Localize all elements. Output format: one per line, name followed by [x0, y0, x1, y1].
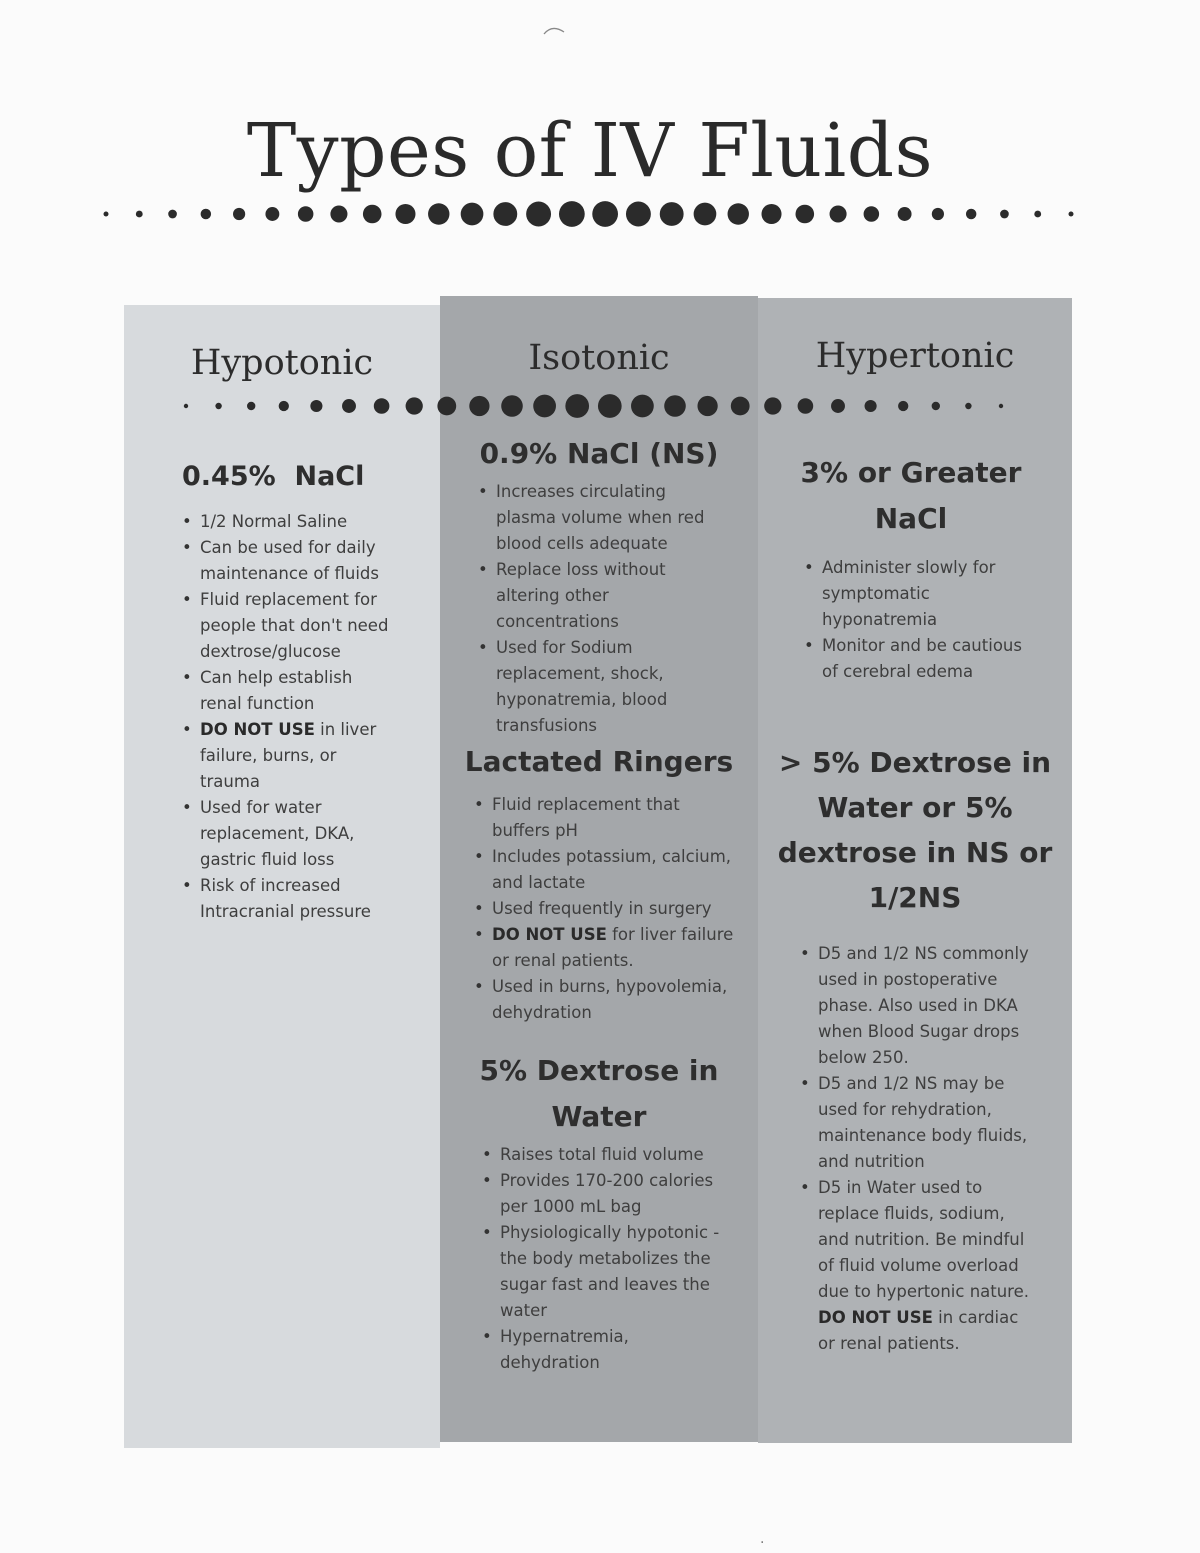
- hypertonic-column: [758, 298, 1072, 1443]
- divider-dot: [437, 397, 456, 416]
- divider-dot: [428, 203, 449, 224]
- hypertonic-dextrose-list: [798, 941, 1038, 1357]
- do-not-use-warning: DO NOT USE: [200, 720, 315, 739]
- divider-dot: [565, 394, 589, 418]
- divider-dot: [598, 394, 622, 418]
- divider-dot: [865, 400, 877, 412]
- bullet-text: Administer slowly for symptomatic hyponatremia: [822, 558, 996, 629]
- bullet-item: [180, 535, 392, 587]
- divider-dot: [184, 404, 188, 408]
- bullet-text: Hypernatremia, dehydration: [500, 1327, 629, 1372]
- divider-dot: [469, 396, 489, 416]
- bullet-item: [480, 1220, 730, 1324]
- do-not-use-warning: DO NOT USE: [818, 1308, 933, 1327]
- bullet-item: [180, 795, 392, 873]
- bullet-item: [798, 1071, 1038, 1175]
- divider-dot: [136, 211, 143, 218]
- divider-dot: [761, 204, 781, 224]
- bullet-item: [180, 717, 392, 795]
- bullet-text: Can be used for daily maintenance of fluids: [200, 538, 379, 583]
- scan-speck: ·: [760, 1535, 765, 1551]
- divider-dot: [265, 207, 279, 221]
- divider-dot: [533, 395, 556, 418]
- divider-dot: [298, 206, 314, 222]
- divider-dot: [694, 203, 717, 226]
- bullet-text: Provides 170-200 calories per 1000 mL bag: [500, 1171, 714, 1216]
- bullet-text: Fluid replacement that buffers pH: [492, 795, 680, 840]
- isotonic-0.9-nacl-title: 0.9% NaCl (NS): [479, 437, 719, 470]
- bullet-text: D5 and 1/2 NS commonly used in postoperative phase. Also used in DKA when Blood Sugar drops below 250.: [818, 944, 1029, 1067]
- divider-dot: [728, 203, 749, 224]
- divider-dot: [363, 205, 382, 224]
- divider-dot: [406, 397, 423, 414]
- lactated-ringers-title: Lactated Ringers: [464, 745, 734, 778]
- bullet-text: Used for water replacement, DKA, gastric fluid loss: [200, 798, 355, 869]
- bullet-item: [180, 665, 392, 717]
- divider-dot: [795, 205, 814, 224]
- divider-dot: [731, 397, 750, 416]
- bullet-item: [472, 844, 734, 896]
- divider-dot: [592, 201, 618, 227]
- bullet-text: D5 and 1/2 NS may be used for rehydration, maintenance body fluids, and nutrition: [818, 1074, 1028, 1171]
- bullet-item: [476, 557, 726, 635]
- bullet-item: [180, 587, 392, 665]
- bullet-text: in liver failure, burns, or trauma: [200, 720, 377, 791]
- bullet-text: Raises total fluid volume: [500, 1145, 704, 1164]
- divider-dot: [247, 402, 255, 410]
- bullet-text: for liver failure or renal patients.: [492, 925, 734, 970]
- bullet-item: [480, 1168, 730, 1220]
- divider-dot: [932, 402, 940, 410]
- divider-dot: [1069, 212, 1074, 217]
- divider-dot: [461, 203, 484, 226]
- bullet-text: Used in burns, hypovolemia, dehydration: [492, 977, 728, 1022]
- divider-dot: [215, 403, 221, 409]
- bullet-item: [480, 1324, 730, 1376]
- bullet-text: Fluid replacement for people that don't need dextrose/glucose: [200, 590, 389, 661]
- divider-dot: [1034, 211, 1041, 218]
- divider-dot: [168, 210, 177, 219]
- divider-dot: [966, 209, 976, 219]
- bullet-item: [798, 1175, 1038, 1357]
- divider-dot: [898, 207, 912, 221]
- bullet-item: [802, 555, 1032, 633]
- divider-dot: [395, 204, 415, 224]
- divider-dot: [233, 208, 245, 220]
- isotonic-column: [440, 296, 758, 1442]
- dextrose-5-water-title: 5% Dextrose in Water: [479, 1054, 719, 1133]
- bullet-text: Monitor and be cautious of cerebral edema: [822, 636, 1022, 681]
- bullet-text: Physiologically hypotonic - the body metabolizes the sugar fast and leaves the water: [500, 1223, 720, 1320]
- hypotonic-column: [124, 305, 440, 1448]
- divider-dot: [697, 396, 717, 416]
- divider-dot: [1000, 210, 1009, 219]
- bullet-item: [480, 1142, 730, 1168]
- divider-dot: [626, 202, 651, 227]
- bullet-text: Can help establish renal function: [200, 668, 353, 713]
- hypertonic-3-nacl-title: 3% or Greater NaCl: [800, 456, 1022, 535]
- dextrose-5-water-list: [480, 1142, 730, 1376]
- bullet-text: Risk of increased Intracranial pressure: [200, 876, 371, 921]
- hypotonic-heading: Hypotonic: [190, 343, 374, 383]
- bullet-item: [476, 479, 726, 557]
- hypotonic-0.45-nacl-list: [180, 509, 392, 925]
- divider-dot: [660, 202, 684, 226]
- divider-dot: [493, 202, 517, 226]
- column-dot-divider: [180, 388, 1010, 424]
- divider-dot: [965, 403, 971, 409]
- divider-dot: [830, 205, 847, 222]
- isotonic-heading: Isotonic: [528, 338, 670, 378]
- bullet-item: [180, 873, 392, 925]
- bullet-item: [472, 974, 734, 1026]
- divider-dot: [342, 399, 356, 413]
- title-dot-divider: [100, 196, 1080, 236]
- divider-dot: [898, 401, 908, 411]
- divider-dot: [864, 206, 880, 222]
- bullet-text: in cardiac or renal patients.: [818, 1308, 1019, 1353]
- bullet-text: Replace loss without altering other concentrations: [496, 560, 666, 631]
- divider-dot: [526, 202, 551, 227]
- do-not-use-warning: DO NOT USE: [492, 925, 607, 944]
- divider-dot: [501, 395, 523, 417]
- divider-dot: [374, 398, 390, 414]
- bullet-text: D5 in Water used to replace fluids, sodium, and nutrition. Be mindful of fluid volume overload due to hypertonic nature.: [818, 1178, 1030, 1301]
- bullet-text: 1/2 Normal Saline: [200, 512, 348, 531]
- isotonic-0.9-nacl-list: [476, 479, 726, 739]
- bullet-text: Increases circulating plasma volume when red blood cells adequate: [496, 482, 705, 553]
- bullet-text: Used for Sodium replacement, shock, hyponatremia, blood transfusions: [496, 638, 668, 735]
- divider-dot: [831, 399, 845, 413]
- bullet-item: [472, 896, 734, 922]
- bullet-item: [472, 792, 734, 844]
- divider-dot: [664, 395, 686, 417]
- page-title: Types of IV Fluids: [246, 108, 934, 194]
- bullet-text: Includes potassium, calcium, and lactate: [492, 847, 732, 892]
- divider-dot: [764, 397, 781, 414]
- divider-dot: [999, 404, 1003, 408]
- divider-dot: [330, 205, 347, 222]
- divider-dot: [559, 201, 585, 227]
- divider-dot: [310, 400, 322, 412]
- hypotonic-0.45-nacl-title: 0.45% NaCl: [182, 461, 365, 492]
- divider-dot: [631, 395, 654, 418]
- scan-artifact: [540, 20, 570, 40]
- divider-dot: [932, 208, 944, 220]
- hypertonic-heading: Hypertonic: [815, 336, 1015, 376]
- bullet-text: Used frequently in surgery: [492, 899, 712, 918]
- bullet-item: [180, 509, 392, 535]
- hypertonic-dextrose-title: > 5% Dextrose in Water or 5% dextrose in NS or 1/2NS: [777, 746, 1053, 914]
- divider-dot: [201, 209, 211, 219]
- divider-dot: [279, 401, 289, 411]
- bullet-item: [476, 635, 726, 739]
- bullet-item: [798, 941, 1038, 1071]
- lactated-ringers-list: [472, 792, 734, 1026]
- hypertonic-3-nacl-list: [802, 555, 1032, 685]
- divider-dot: [104, 212, 109, 217]
- bullet-item: [472, 922, 734, 974]
- divider-dot: [798, 398, 814, 414]
- bullet-item: [802, 633, 1032, 685]
